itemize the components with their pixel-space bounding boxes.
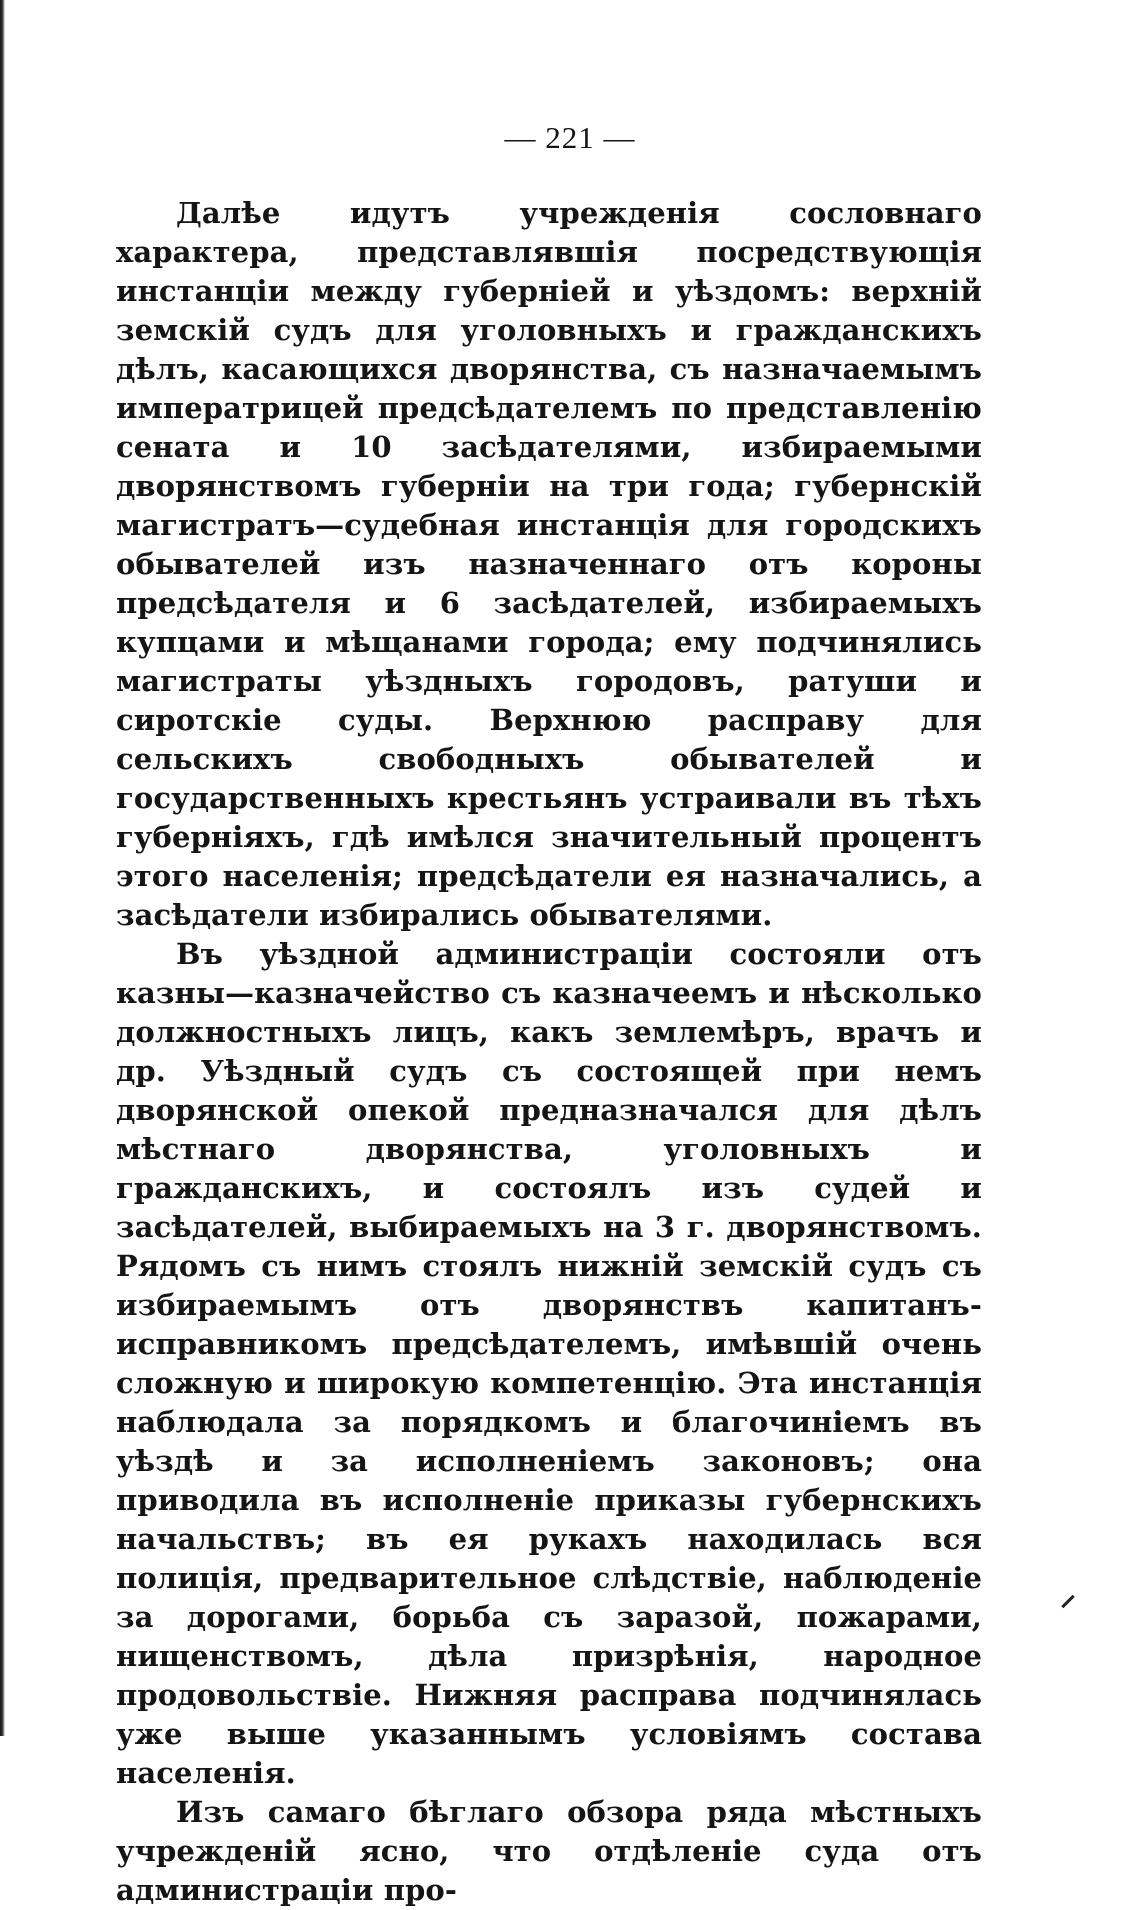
paragraph-1: Далѣе идутъ учрежденія сословнаго характера, представлявшія посредствующія инстанціи между губерніей и уѣздомъ: верхній земскій судъ для уголовныхъ и гражданскихъ дѣлъ, касающихся дворянства, съ назначаемымъ императрицей предсѣдателемъ по представленію сената и 10 засѣдателями, избираемыми дворянствомъ губерніи на три года; губернскій магистратъ—судебная инстанція для городскихъ обывателей изъ назначеннаго отъ короны предсѣдателя и 6 засѣдателей, избираемыхъ купцами и мѣщанами города; ему подчинялись магистраты уѣздныхъ городовъ, ратуши и сиротскіе суды. Верхнюю расправу для сельскихъ свободныхъ обывателей и государственныхъ крестьянъ устраивали въ тѣхъ губерніяхъ, гдѣ имѣлся значительный процентъ этого населенія; предсѣдатели ея назначались, а засѣдатели избирались обывателями. bbox=[116, 196, 982, 932]
page-number: — 221 — bbox=[504, 120, 636, 155]
paragraph-2: Въ уѣздной администраціи состояли отъ казны—казначейство съ казначеемъ и нѣсколько должностныхъ лицъ, какъ землемѣръ, врачъ и др. Уѣздный судъ съ состоящей при немъ дворянской опекой предназначался для дѣлъ мѣстнаго дворянства, уголовныхъ и гражданскихъ, и состоялъ изъ судей и засѣдателей, выбираемыхъ на 3 г. дворянствомъ. Рядомъ съ нимъ стоялъ нижній земскій судъ съ избираемымъ отъ дворянствъ капитанъ-исправникомъ предсѣдателемъ, имѣвшій очень сложную и широкую компетенцію. Эта инстанція наблюдала за порядкомъ и благочиніемъ въ уѣздѣ и за исполненіемъ законовъ; она приводила въ исполненіе приказы губернскихъ начальствъ; въ ея рукахъ находилась вся полиція, предварительное слѣдствіе, наблюденіе за дорогами, борьба съ заразой, пожарами, нищенствомъ, дѣла призрѣнія, народное продовольствіе. Нижняя расправа подчинялась уже выше указаннымъ условіямъ состава населенія. bbox=[116, 937, 982, 1790]
scanned-page-edge bbox=[0, 0, 5, 1736]
pencil-margin-mark bbox=[1061, 1595, 1074, 1608]
body-text bbox=[116, 194, 982, 1910]
paragraph-3: Изъ самаго бѣглаго обзора ряда мѣстныхъ учрежденій ясно, что отдѣленіе суда отъ администраціи про- bbox=[116, 1795, 982, 1907]
